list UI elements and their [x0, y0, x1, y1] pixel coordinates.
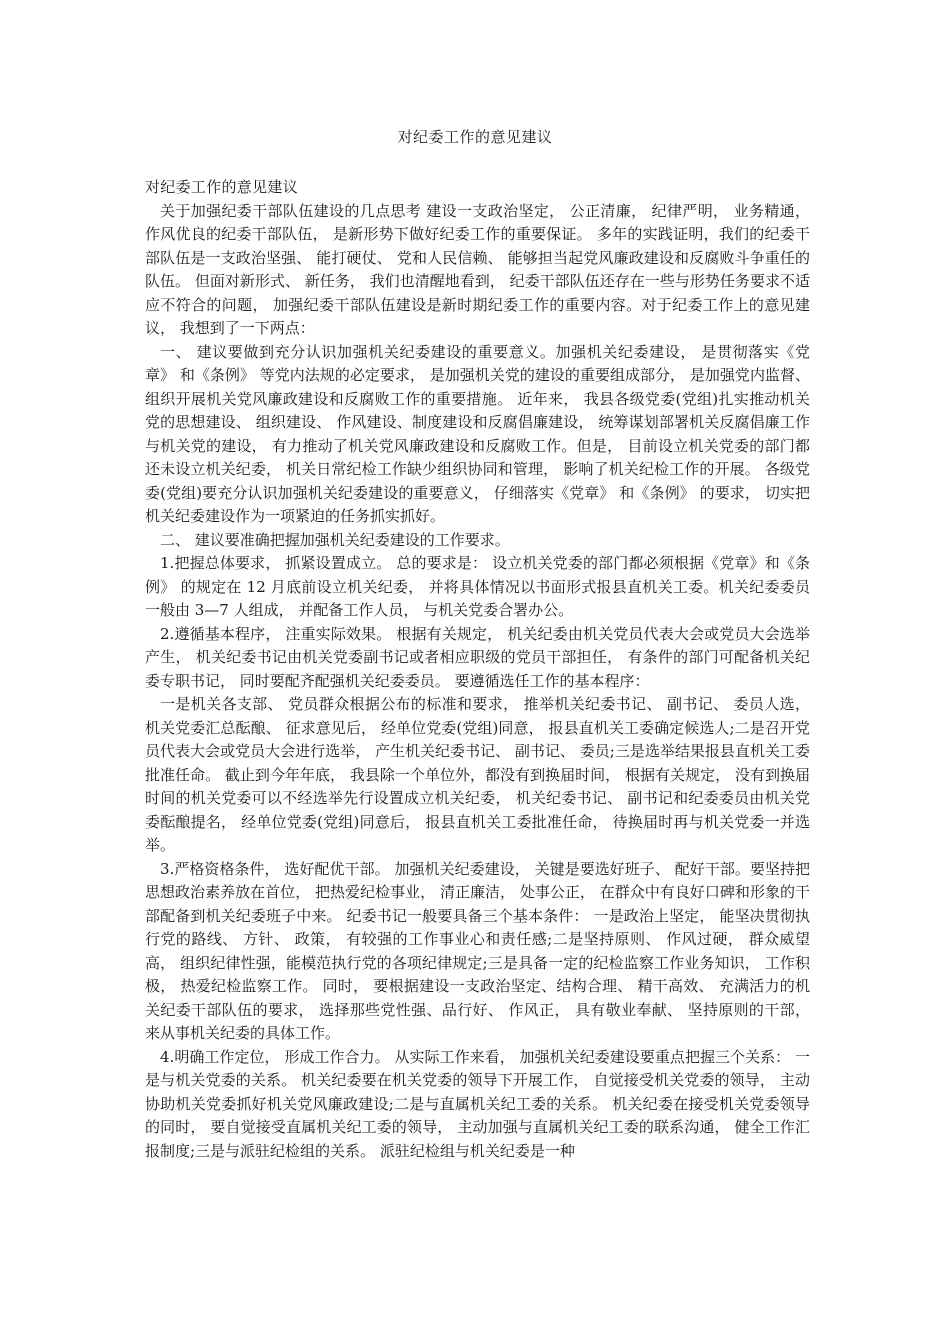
paragraph-section-two-heading: 二、 建议要准确把握加强机关纪委建设的工作要求。: [160, 530, 510, 549]
paragraph-item-2-procedure: 一是机关各支部、 党员群众根据公布的标准和要求， 推举机关纪委书记、 副书记、 委员人选， 机关党委汇总酝酿、 征求意见后， 经单位党委(党组)同意， 报县直机关工委确定候选人;二是召开党员代表大会或党员大会进行选举， 产生机关纪委书记、 副书记、 委员;三是选举结果报县直机关工委批准任命。 截止到今年年底， 我县除一个单位外，都没有到换届时间， 根据有关规定， 没有到换届时间的机关党委可以不经选举先行设置成立机关纪委， 机关纪委书记、 副书记和纪委委员由机关党委酝酿提名， 经单位党委(党组)同意后， 报县直机关工委批准任命， 待换届时再与机关党委一并选举。: [145, 695, 810, 854]
paragraph-item-4: 4.明确工作定位， 形成工作合力。 从实际工作来看， 加强机关纪委建设要重点把握三个关系： 一是与机关党委的关系。 机关纪委要在机关党委的领导下开展工作， 自觉接受机关党委的领导， 主动协助机关党委抓好机关党风廉政建设;二是与直属机关纪工委的关系。 机关纪委在接受机关党委领导的同时， 要自觉接受直属机关纪工委的领导， 主动加强与直属机关纪工委的联系沟通， 健全工作汇报制度;三是与派驻纪检组的关系。 派驻纪检组与机关纪委是一种: [145, 1047, 810, 1160]
document-body: [145, 176, 810, 1163]
paragraph-section-one: 一、 建议要做到充分认识加强机关纪委建设的重要意义。加强机关纪委建设， 是贯彻落实《党章》 和《条例》 等党内法规的必定要求， 是加强机关党的建设的重要组成部分， 是加强党内监督、组织开展机关党风廉政建设和反腐败工作的重要措施。 近年来， 我县各级党委(党组)扎实推动机关党的思想建设、 组织建设、 作风建设、制度建设和反腐倡廉建设， 统筹谋划部署机关反腐倡廉工作与机关党的建设， 有力推动了机关党风廉政建设和反腐败工作。但是， 目前设立机关党委的部门都还未设立机关纪委， 机关日常纪检工作缺少组织协同和管理， 影响了机关纪检工作的开展。 各级党委(党组)要充分认识加强机关纪委建设的重要意义， 仔细落实《党章》 和《条例》 的要求， 切实把机关纪委建设作为一项紧迫的任务抓实抓好。: [145, 342, 810, 525]
paragraph-item-3: 3.严格资格条件， 选好配优干部。 加强机关纪委建设， 关键是要选好班子、 配好干部。要坚持把思想政治素养放在首位， 把热爱纪检事业， 清正廉洁， 处事公正， 在群众中有良好口碑和形象的干部配备到机关纪委班子中来。 纪委书记一般要具备三个基本条件： 一是政治上坚定， 能坚决贯彻执行党的路线、 方针、 政策， 有较强的工作事业心和责任感;二是坚持原则、 作风过硬， 群众威望高， 组织纪律性强，能模范执行党的各项纪律规定;三是具备一定的纪检监察工作业务知识， 工作积极， 热爱纪检监察工作。 同时， 要根据建设一支政治坚定、结构合理、 精干高效、 充满活力的机关纪委干部队伍的要求， 选择那些党性强、品行好、 作风正， 具有敬业奉献、 坚持原则的干部， 来从事机关纪委的具体工作。: [145, 859, 810, 1042]
document-title: 对纪委工作的意见建议: [397, 128, 553, 146]
paragraph-item-1: 1.把握总体要求， 抓紧设置成立。 总的要求是： 设立机关党委的部门都必须根据《党章》和《条例》 的规定在 12 月底前设立机关纪委， 并将具体情况以书面形式报县直机关工委。机关纪委委员一般由 3—7 人组成， 并配备工作人员， 与机关党委合署办公。: [145, 554, 810, 619]
document-subheading: 对纪委工作的意见建议: [145, 178, 299, 196]
paragraph-intro: 关于加强纪委干部队伍建设的几点思考 建设一支政治坚定， 公正清廉， 纪律严明， 业务精通， 作风优良的纪委干部队伍， 是新形势下做好纪委工作的重要保证。 多年的实践证明，我们的纪委干部队伍是一支政治坚强、 能打硬仗、 党和人民信赖、 能够担当起党风廉政建设和反腐败斗争重任的队伍。 但面对新形式、 新任务， 我们也清醒地看到， 纪委干部队伍还存在一些与形势任务要求不适应不符合的问题， 加强纪委干部队伍建设是新时期纪委工作的重要内容。对于纪委工作上的意见建议， 我想到了一下两点：: [145, 201, 810, 337]
paragraph-item-2: 2.遵循基本程序， 注重实际效果。 根据有关规定， 机关纪委由机关党员代表大会或党员大会选举产生， 机关纪委书记由机关党委副书记或者相应职级的党员干部担任， 有条件的部门可配备机关纪委专职书记， 同时要配齐配强机关纪委委员。 要遵循选任工作的基本程序：: [145, 624, 810, 690]
